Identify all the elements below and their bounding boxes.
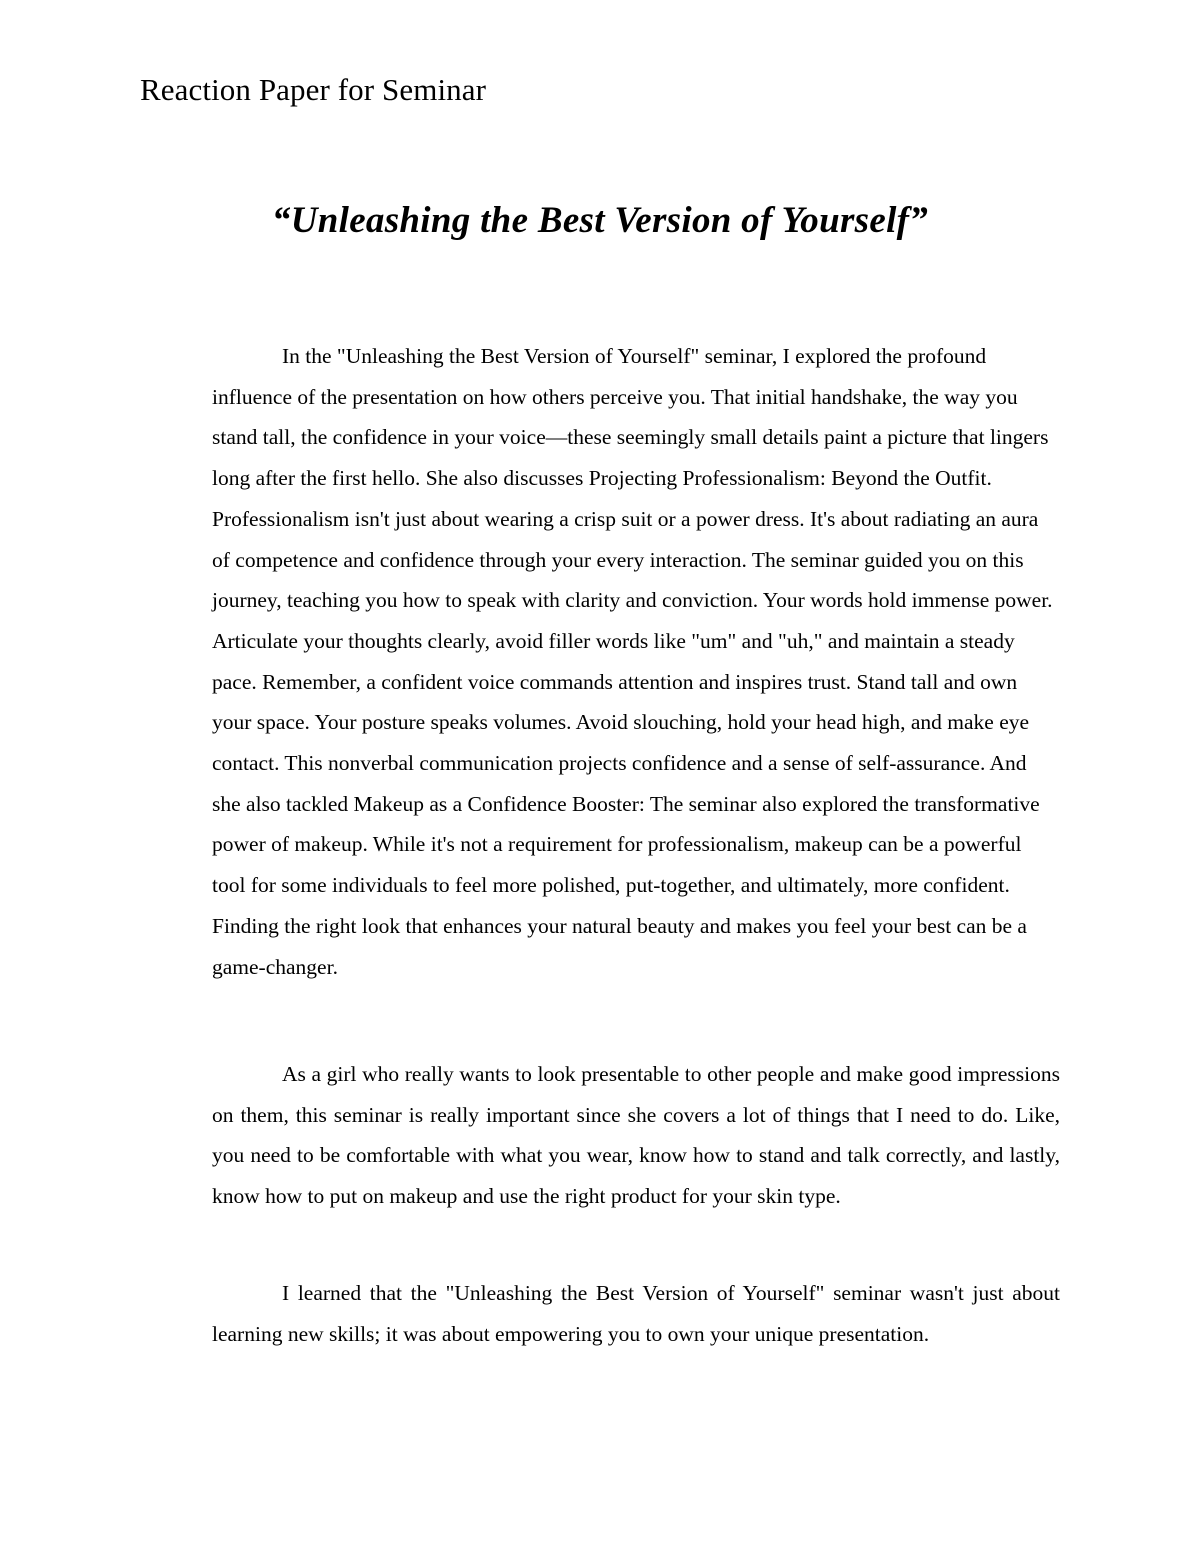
paragraph-3: I learned that the "Unleashing the Best Version of Yourself" seminar wasn't just about learning new skills; it was about empowering you to own your unique presentation.	[212, 1281, 1060, 1346]
paragraph-1: In the "Unleashing the Best Version of Yourself" seminar, I explored the profound influence of the presentation on how others perceive you. That initial handshake, the way you stand tall, the confidence in your voice—these seemingly small details paint a picture that lingers long after the first hello. She also discusses Projecting Professionalism: Beyond the Outfit. Professionalism isn't just about wearing a crisp suit or a power dress. It's about radiating an aura of competence and confidence through your every interaction. The seminar guided you on this journey, teaching you how to speak with clarity and conviction. Your words hold immense power. Articulate your thoughts clearly, avoid filler words like "um" and "uh," and maintain a steady pace. Remember, a confident voice commands attention and inspires trust. Stand tall and own your space. Your posture speaks volumes. Avoid slouching, hold your head high, and make eye contact. This nonverbal communication projects confidence and a sense of self-assurance. And she also tackled Makeup as a Confidence Booster: The seminar also explored the transformative power of makeup. While it's not a requirement for professionalism, makeup can be a powerful tool for some individuals to feel more polished, put-together, and ultimately, more confident. Finding the right look that enhances your natural beauty and makes you feel your best can be a game-changer.	[212, 344, 1053, 979]
document-title: “Unleashing the Best Version of Yourself”	[271, 200, 929, 241]
paragraph-2: As a girl who really wants to look presentable to other people and make good impressions on them, this seminar is really important since she covers a lot of things that I need to do. Like, you need to be comfortable with what you wear, know how to stand and talk correctly, and lastly, know how to put on makeup and use the right product for your skin type.	[212, 1062, 1060, 1209]
document-header: Reaction Paper for Seminar	[140, 72, 487, 107]
